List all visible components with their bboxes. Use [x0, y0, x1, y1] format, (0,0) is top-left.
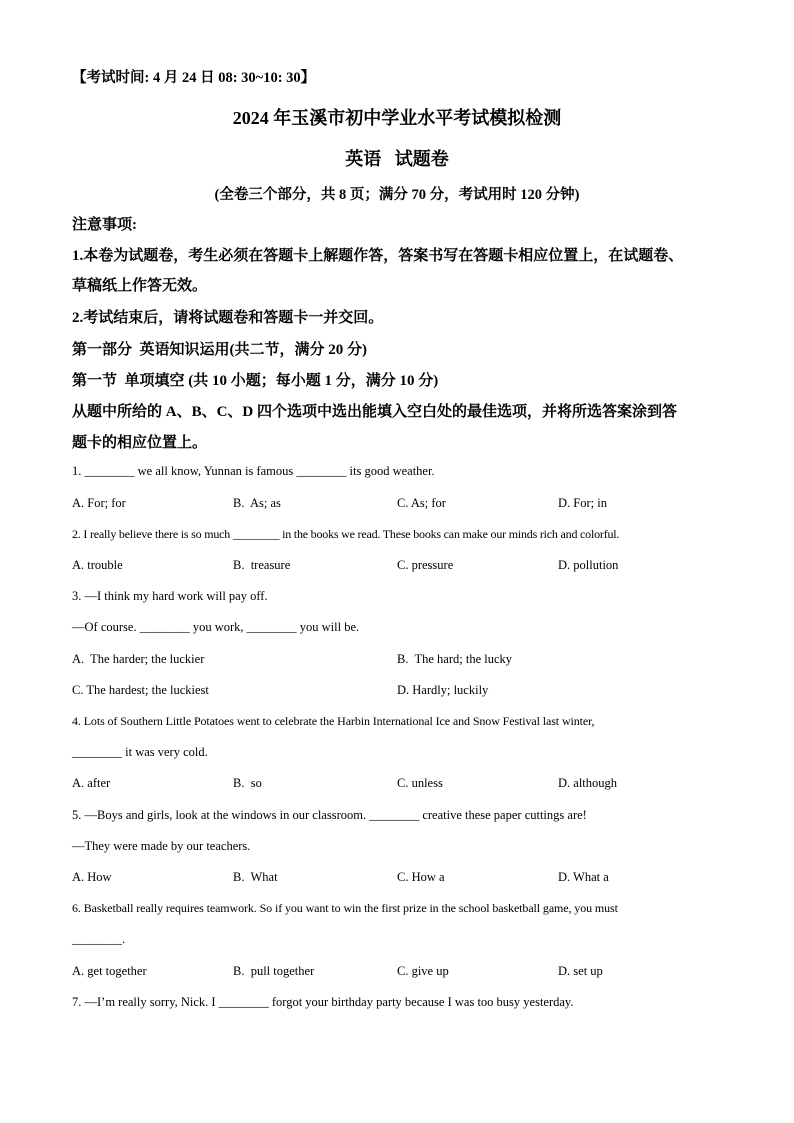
notice-item-1: 1.本卷为试题卷，考生必须在答题卡上解题作答，答案书写在答题卡相应位置上，在试题卷、	[72, 248, 684, 264]
notice-item-2: 2.考试结束后，请将试题卷和答题卡一并交回。	[72, 310, 384, 326]
q3-option-c: C. The hardest; the luckiest	[72, 683, 209, 697]
question-3-stem: 3. —I think my hard work will pay off.	[72, 589, 268, 603]
notice-heading: 注意事项:	[72, 217, 137, 233]
q3-option-a: A. The harder; the luckier	[72, 652, 205, 666]
q5-option-b: B. What	[233, 870, 278, 884]
question-6-stem-cont: ________.	[72, 932, 126, 946]
q5-option-c: C. How a	[397, 870, 445, 884]
instructions-cont: 题卡的相应位置上。	[72, 435, 208, 451]
q4-option-c: C. unless	[397, 776, 443, 790]
q1-option-b: B. As; as	[233, 496, 281, 510]
q6-option-b: B. pull together	[233, 964, 315, 978]
q1-option-a: A. For; for	[72, 496, 126, 510]
q5-option-a: A. How	[72, 870, 112, 884]
question-3-stem-cont: —Of course. ________ you work, ________ you will be.	[72, 620, 360, 634]
q1-option-d: D. For; in	[558, 496, 607, 510]
exam-time: 【考试时间: 4 月 24 日 08: 30~10: 30】	[72, 70, 316, 86]
q3-option-b: B. The hard; the lucky	[397, 652, 513, 666]
question-4-stem: 4. Lots of Southern Little Potatoes went to celebrate the Harbin International Ice and Snow Festival last winter,	[72, 714, 595, 728]
q6-option-d: D. set up	[558, 964, 603, 978]
question-5-stem-cont: —They were made by our teachers.	[72, 839, 251, 853]
exam-title: 2024 年玉溪市初中学业水平考试模拟检测	[232, 108, 562, 128]
q4-option-d: D. although	[558, 776, 618, 790]
part1-heading: 第一部分 英语知识运用(共二节，满分 20 分)	[72, 342, 367, 358]
q4-option-a: A. after	[72, 776, 111, 790]
q2-option-d: D. pollution	[558, 558, 619, 572]
q2-option-c: C. pressure	[397, 558, 454, 572]
question-6-stem: 6. Basketball really requires teamwork. So if you want to win the first prize in the school basketball game, you must	[72, 901, 618, 915]
q1-option-c: C. As; for	[397, 496, 446, 510]
subject-title: 英语 试题卷	[345, 149, 449, 169]
exam-info: (全卷三个部分，共 8 页；满分 70 分，考试用时 120 分钟)	[214, 187, 580, 203]
question-4-stem-cont: ________ it was very cold.	[72, 745, 208, 759]
question-1-stem: 1. ________ we all know, Yunnan is famous ________ its good weather.	[72, 464, 435, 478]
q6-option-c: C. give up	[397, 964, 449, 978]
q6-option-a: A. get together	[72, 964, 147, 978]
q4-option-b: B. so	[233, 776, 262, 790]
question-2-stem: 2. I really believe there is so much ________ in the books we read. These books can make our minds rich and colorful.	[72, 527, 620, 541]
q5-option-d: D. What a	[558, 870, 609, 884]
q2-option-b: B. treasure	[233, 558, 291, 572]
question-7-stem: 7. —I’m really sorry, Nick. I ________ forgot your birthday party because I was too busy yesterday.	[72, 995, 574, 1009]
section1-heading: 第一节 单项填空 (共 10 小题；每小题 1 分，满分 10 分)	[72, 373, 439, 389]
q2-option-a: A. trouble	[72, 558, 123, 572]
question-5-stem: 5. —Boys and girls, look at the windows in our classroom. ________ creative these paper cuttings are!	[72, 808, 587, 822]
notice-item-1-cont: 草稿纸上作答无效。	[72, 278, 208, 294]
q3-option-d: D. Hardly; luckily	[397, 683, 489, 697]
instructions: 从题中所给的 A、B、C、D 四个选项中选出能填入空白处的最佳选项，并将所选答案涂到答	[72, 404, 678, 420]
